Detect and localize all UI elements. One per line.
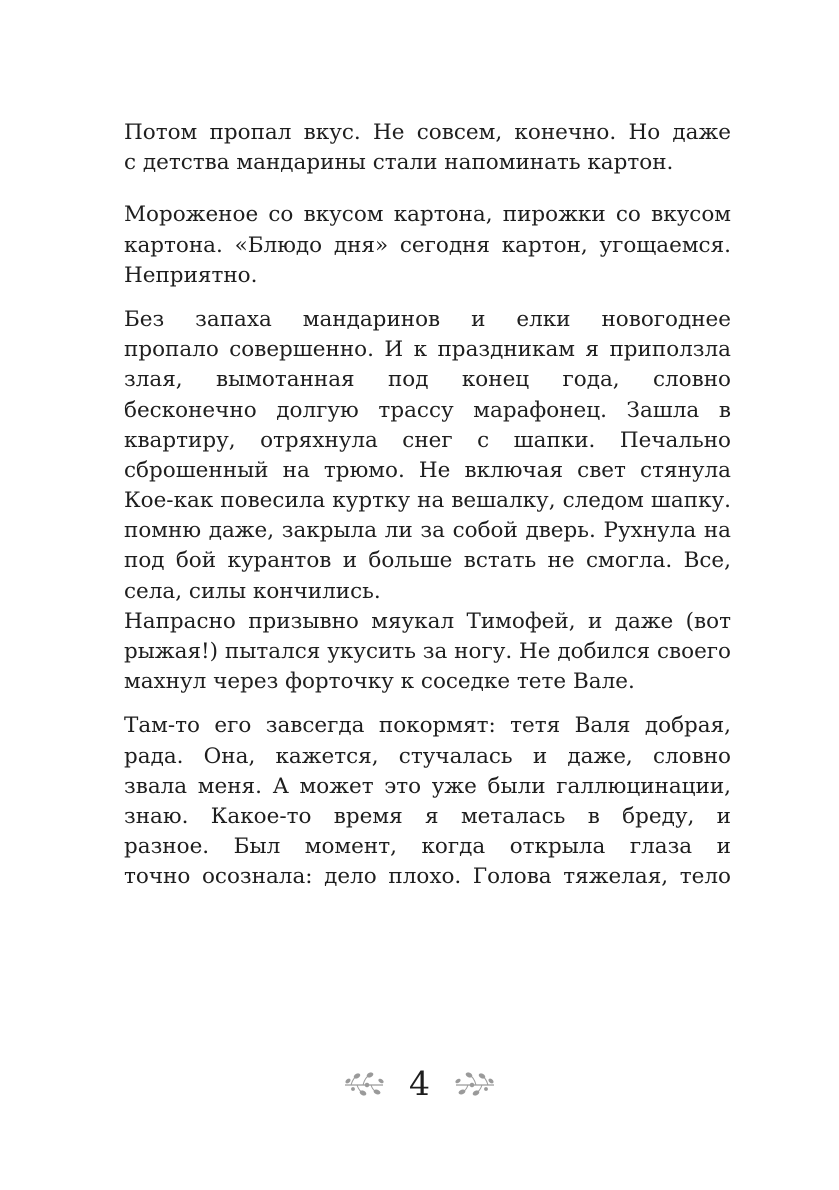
paragraph-5 (124, 711, 731, 892)
text-line: картона. «Блюдо дня» сегодня картон, угощаемся. (124, 232, 731, 258)
text-line: под бой курантов и больше встать не смогла. Все, (124, 548, 731, 574)
text-line: Потом пропал вкус. Не совсем, конечно. Но даже (124, 120, 731, 145)
text-line: Мороженое со вкусом картона, пирожки со вкусом (124, 202, 731, 228)
paragraph-2 (124, 200, 731, 291)
text-line: махнул через форточку к соседке тете Вале. (124, 669, 635, 695)
page-footer (0, 1058, 839, 1108)
floral-sprig-icon (452, 1068, 498, 1098)
body-text (124, 118, 731, 893)
page-number: 4 (409, 1063, 430, 1103)
text-line: Напрасно призывно мяукал Тимофей, и даже (вот (124, 608, 731, 634)
text-line: с детства мандарины стали напоминать картон. (124, 150, 674, 176)
paragraph-3 (124, 305, 731, 607)
text-line: Кое-как повесила куртку на вешалку, следом шапку. (124, 488, 731, 514)
text-line: знаю. Какое-то время я металась в бреду, и (124, 804, 731, 829)
text-line: точно осознала: дело плохо. Голова тяжелая, тело (124, 864, 731, 890)
text-line: Неприятно. (124, 262, 258, 288)
text-line: квартиру, отряхнула снег с шапки. Печально (124, 427, 731, 453)
text-line: звала меня. А может это уже были галлюцинации, (124, 773, 731, 799)
text-line: рыжая!) пытался укусить за ногу. Не добился своего (124, 639, 731, 665)
text-line: пропало совершенно. И к праздникам я приползла (124, 337, 731, 363)
text-line: села, силы кончились. (124, 578, 381, 604)
floral-sprig-icon (341, 1068, 387, 1098)
text-line: бесконечно долгую трассу марафонец. Зашла в (124, 397, 731, 423)
text-line: злая, вымотанная под конец года, словно (124, 367, 731, 393)
text-line: помню даже, закрыла ли за собой дверь. Рухнула на (124, 518, 731, 544)
text-line: рада. Она, кажется, стучалась и даже, словно (124, 743, 731, 769)
paragraph-1 (124, 118, 731, 178)
text-line: сброшенный на трюмо. Не включая свет стянула (124, 457, 731, 483)
text-line: разное. Был момент, когда открыла глаза и (124, 834, 731, 860)
text-line: Без запаха мандаринов и елки новогоднее (124, 306, 731, 332)
paragraph-4 (124, 607, 731, 698)
text-line: Там-то его завсегда покормят: тетя Валя добрая, (124, 713, 731, 739)
